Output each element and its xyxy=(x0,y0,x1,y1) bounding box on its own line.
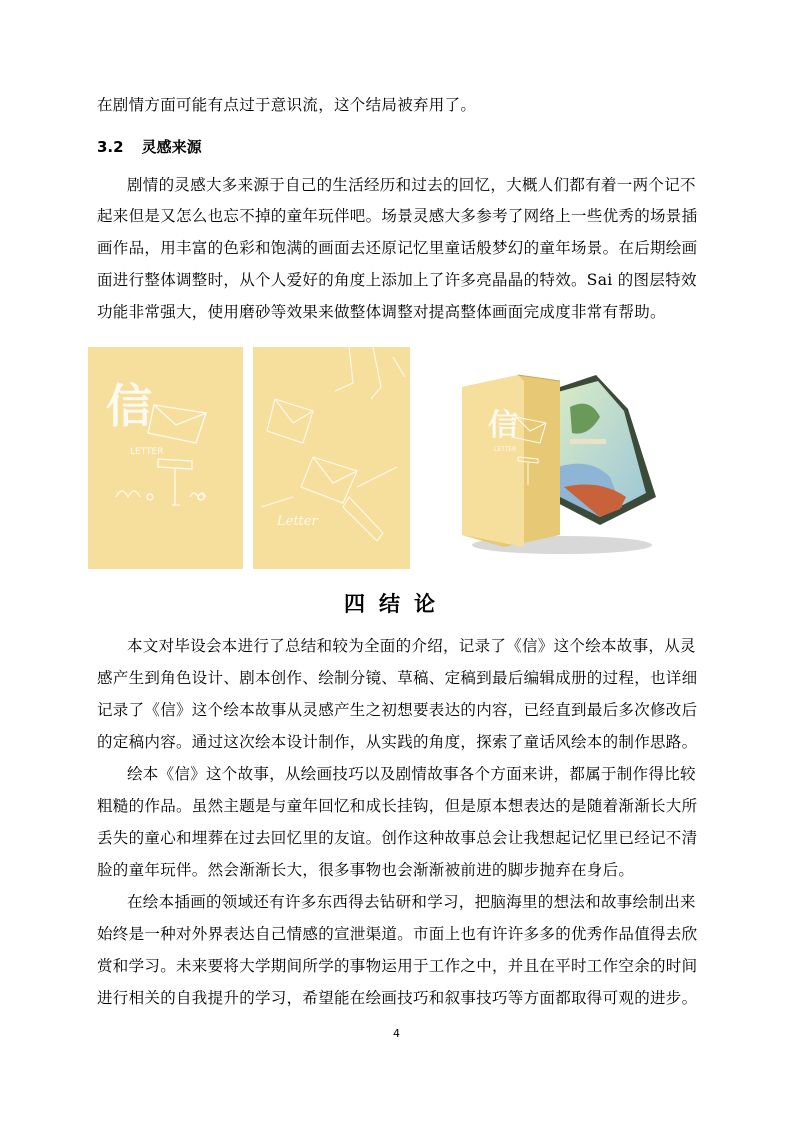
paragraph-line: 记录了《信》这个绘本故事从灵感产生之初想要表达的内容，已经直到最后多次修改后 xyxy=(97,701,698,719)
mockup-cover-caption: LETTER xyxy=(494,446,517,453)
cover-back-caption: Letter xyxy=(277,514,318,529)
book-mockup-artwork xyxy=(450,347,662,569)
paragraph-line: 绘本《信》这个故事，从绘画技巧以及剧情故事各个方面来讲，都属于制作得比较 xyxy=(127,765,696,783)
cover-back-artwork xyxy=(253,347,410,569)
page-number: 4 xyxy=(393,1027,400,1040)
paragraph-line: 画作品，用丰富的色彩和饱满的画面去还原记忆里童话般梦幻的童年场景。在后期绘画 xyxy=(97,239,698,257)
chapter-title: 四结论 xyxy=(344,592,449,616)
mockup-cover-glyph: 信 xyxy=(488,408,518,443)
cover-back-illustration xyxy=(253,347,410,569)
section-heading xyxy=(97,136,202,157)
paragraph-line: 粗糙的作品。虽然主题是与童年回忆和成长挂钩，但是原本想表达的是随着渐渐长大所 xyxy=(97,797,698,815)
paragraph-line: 在绘本插画的领域还有许多东西得去钻研和学习，把脑海里的想法和故事绘制出来 xyxy=(127,893,696,911)
intro-line: 在剧情方面可能有点过于意识流，这个结局被弃用了。 xyxy=(97,96,477,114)
paragraph-line: 赏和学习。未来要将大学期间所学的事物运用于工作之中，并且在平时工作空余的时间 xyxy=(97,957,698,975)
cover-front-glyph: 信 xyxy=(106,379,152,433)
paragraph-line: 的定稿内容。通过这次绘本设计制作，从实践的角度，探索了童话风绘本的制作思路。 xyxy=(97,733,698,751)
paragraph-line: 进行相关的自我提升的学习，希望能在绘画技巧和叙事技巧等方面都取得可观的进步。 xyxy=(97,989,698,1007)
paragraph-line: 面进行整体调整时，从个人爱好的角度上添加上了许多亮晶晶的特效。Sai 的图层特效 xyxy=(97,271,697,289)
cover-front-artwork xyxy=(88,347,243,569)
paragraph-line: 剧情的灵感大多来源于自己的生活经历和过去的回忆，大概人们都有着一两个记不 xyxy=(127,176,696,194)
paragraph-line: 始终是一种对外界表达自己情感的宣泄渠道。市面上也有许许多多的优秀作品值得去欣 xyxy=(97,925,698,943)
cover-front-illustration xyxy=(88,347,243,569)
section-title: 灵感来源 xyxy=(141,138,202,156)
paragraph-line: 脸的童年玩伴。然会渐渐长大，很多事物也会渐渐被前进的脚步抛弃在身后。 xyxy=(97,861,635,879)
paragraph-line: 感产生到角色设计、剧本创作、绘制分镜、草稿、定稿到最后编辑成册的过程，也详细 xyxy=(97,669,698,687)
paragraph-line: 起来但是又怎么也忘不掉的童年玩伴吧。场景灵感大多参考了网络上一些优秀的场景插 xyxy=(97,207,698,225)
section-number: 3.2 xyxy=(97,138,124,156)
paragraph-line: 本文对毕设会本进行了总结和较为全面的介绍，记录了《信》这个绘本故事，从灵 xyxy=(127,637,696,655)
cover-front-caption: LETTER xyxy=(130,447,164,457)
book-mockup-illustration xyxy=(450,347,662,569)
paragraph-line: 丢失的童心和埋葬在过去回忆里的友谊。创作这种故事总会让我想起记忆里已经记不清 xyxy=(97,829,698,847)
paragraph-line: 功能非常强大，使用磨砂等效果来做整体调整对提高整体画面完成度非常有帮助。 xyxy=(97,303,666,321)
